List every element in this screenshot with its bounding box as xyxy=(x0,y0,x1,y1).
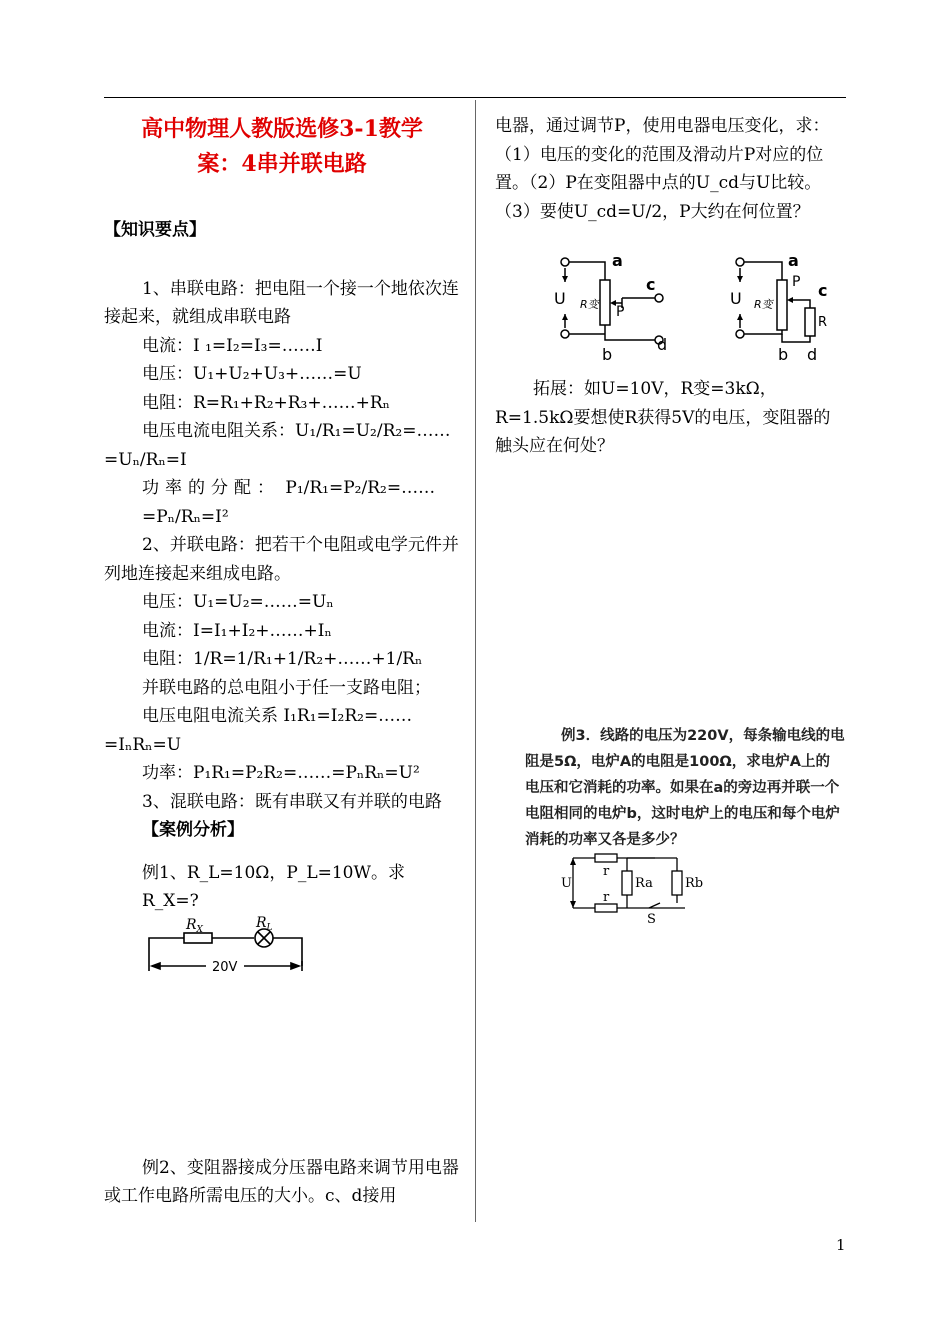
section-cases: 【案例分析】 xyxy=(142,820,244,840)
series-power-formula: P₁/R₁=P₂/R₂=……=Pₙ/Rₙ=I² xyxy=(142,478,436,527)
section-knowledge: 【知识要点】 xyxy=(104,220,206,240)
series-resistance: 电阻：R=R₁+R₂+R₃+……+Rₙ xyxy=(142,392,391,413)
example-2-text-left: 例2、变阻器接成分压器电路来调节用电器或工作电路所需电压的大小。c、d接用 xyxy=(104,1157,459,1206)
circuit-1-label-a: a xyxy=(612,251,623,270)
example-3-label-s: S xyxy=(647,911,656,927)
example-1-rl-label: $R_L$ xyxy=(256,914,273,933)
example-3-line-5: 消耗的功率又各是多少？ xyxy=(525,831,685,848)
example-3-label-r-bottom: r xyxy=(603,889,610,905)
parallel-voltage: 电压：U₁=U₂=……=Uₙ xyxy=(142,592,334,612)
circuit-1-label-u: U xyxy=(554,289,566,308)
circuit-1-label-d: d xyxy=(657,335,668,354)
example-3-line-3: 电压和它消耗的功率。如果在a的旁边再并联一个 xyxy=(525,779,840,796)
parallel-resistance: 电阻：1/R=1/R₁+1/R₂+……+1/Rₙ xyxy=(142,649,423,669)
example-3-text xyxy=(525,723,847,853)
circuit-2-label-c: c xyxy=(818,281,828,300)
example-3-line-1: 例3．线路的电压为220V，每条输电线的电 xyxy=(561,727,845,744)
parallel-current: 电流：I=I₁+I₂+……+Iₙ xyxy=(142,620,332,641)
example-3-line-2: 阻是5Ω，电炉A的电阻是100Ω，求电炉A上的 xyxy=(525,753,830,770)
example-3-label-r-top: r xyxy=(603,863,610,879)
example-3-circuit xyxy=(561,853,745,928)
column-divider xyxy=(475,100,476,1222)
circuit-1-label-c: c xyxy=(646,275,656,294)
example-1-voltage-label: 20V xyxy=(212,959,238,975)
left-column xyxy=(104,112,460,1211)
circuit-1-label-p: P xyxy=(616,304,625,320)
example-2-text-right: 电器，通过调节P，使用电器电压变化，求：（1）电压的变化的范围及滑动片P对应的位置。（2）P在变阻器中点的U_cd与U比较。（3）要使U_cd=U/2，P大约在何位置？ xyxy=(495,116,830,222)
series-relation: 电压电流电阻关系：U₁/R₁=U₂/R₂=……=Uₙ/Rₙ=I xyxy=(104,421,451,470)
example-1-rx-label: $R_X$ xyxy=(186,916,203,935)
circuit-2-label-u: U xyxy=(730,289,742,308)
circuit-2-label-r: R xyxy=(818,315,828,330)
circuit-1-label-b: b xyxy=(602,345,613,364)
title-line-1: 高中物理人教版选修3-1教学 xyxy=(141,116,423,142)
series-intro: 1、串联电路：把电阻一个接一个地依次连接起来，就组成串联电路 xyxy=(104,278,459,327)
series-power-label: 功率的分配： xyxy=(142,478,280,498)
example-3-label-u: U xyxy=(561,875,572,891)
series-power xyxy=(104,474,460,531)
example-3-label-ra: Ra xyxy=(635,875,653,891)
series-voltage: 电压：U₁+U₂+U₃+……=U xyxy=(142,364,362,384)
example-2-circuits xyxy=(550,250,870,365)
title-line-2: 案：4串并联电路 xyxy=(197,151,367,177)
parallel-note: 并联电路的总电阻小于任一支路电阻； xyxy=(142,677,431,698)
parallel-power: 功率：P₁R₁=P₂R₂=……=PₙRₙ=U² xyxy=(142,763,420,783)
example-1-text: 例1、R_L=10Ω，P_L=10W。求R_X=? xyxy=(142,862,405,911)
series-current: 电流：I ₁=I₂=I₃=……I xyxy=(142,335,323,356)
circuit-2-label-b: b xyxy=(778,345,789,364)
example-3-line-4: 电阻相同的电炉b，这时电炉上的电压和每个电炉 xyxy=(525,805,840,822)
circuit-1-label-rvar: R变 xyxy=(580,298,599,311)
example-3-label-rb: Rb xyxy=(685,875,704,891)
parallel-relation: 电压电阻电流关系 I₁R₁=I₂R₂=……=IₙRₙ=U xyxy=(104,706,413,755)
page-number: 1 xyxy=(836,1236,846,1254)
circuit-2-label-rvar: R变 xyxy=(754,298,773,311)
extension-text: 拓展：如U=10V，R变=3kΩ，R=1.5kΩ要想使R获得5V的电压，变阻器的触头应在何处？ xyxy=(495,379,831,456)
mixed-circuit: 3、混联电路：既有串联又有并联的电路 xyxy=(142,791,442,812)
circuit-2-label-d: d xyxy=(807,345,818,364)
header-rule xyxy=(104,97,846,98)
right-column xyxy=(495,112,847,928)
example-1-circuit xyxy=(144,916,324,986)
circuit-2-label-a: a xyxy=(788,251,799,270)
parallel-intro: 2、并联电路：把若干个电阻或电学元件并列地连接起来组成电路。 xyxy=(104,535,459,584)
circuit-2-label-p: P xyxy=(792,274,801,290)
